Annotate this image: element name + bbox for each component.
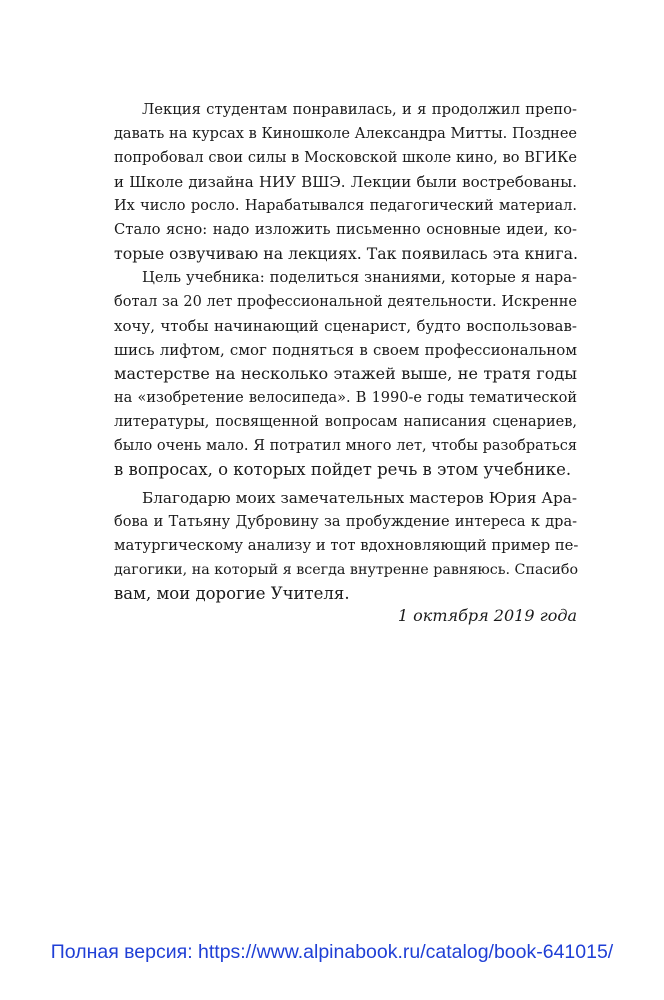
full-version-link-text[interactable]: Полная версия: https://www.alpinabook.ru/catalog/book-641015/	[50, 941, 614, 963]
text-line: мастерстве на несколько этажей выше, не тратя годы	[114, 364, 577, 383]
text-line: литературы, посвященной вопросам написания сценариев,	[114, 414, 577, 430]
text-line: ботал за 20 лет профессиональной деятельности. Искренне	[114, 294, 577, 310]
text-line: давать на курсах в Киношколе Александра Митты. Позднее	[114, 126, 577, 142]
date-signature: 1 октября 2019 года	[397, 606, 577, 625]
text-line: торые озвучиваю на лекциях. Так появилась эта книга.	[114, 244, 578, 263]
text-line: бова и Татьяну Дубровину за пробуждение интереса к дра-	[114, 514, 577, 530]
text-line: попробовал свои силы в Московской школе кино, во ВГИКе	[114, 150, 577, 166]
text-line: и Школе дизайна НИУ ВШЭ. Лекции были востребованы.	[114, 173, 577, 191]
text-line: на «изобретение велосипеда». В 1990-е годы тематической	[114, 390, 577, 406]
text-line: Цель учебника: поделиться знаниями, которые я нара-	[142, 269, 577, 286]
text-line: хочу, чтобы начинающий сценарист, будто воспользовав-	[114, 317, 577, 335]
text-line: Их число росло. Нарабатывался педагогический материал.	[114, 198, 577, 214]
full-version-link[interactable]	[0, 940, 664, 964]
text-line: было очень мало. Я потратил много лет, чтобы разобраться	[114, 438, 577, 454]
text-line: матургическому анализу и тот вдохновляющий пример пе-	[114, 537, 579, 554]
text-line: вам, мои дорогие Учителя.	[114, 584, 350, 603]
text-line: Благодарю моих замечательных мастеров Юрия Ара-	[142, 489, 577, 507]
text-line: дагогики, на который я всегда внутренне равняюсь. Спасибо	[114, 562, 579, 578]
text-line: шись лифтом, смог подняться в своем профессиональном	[114, 341, 577, 359]
text-line: Стало ясно: надо изложить письменно основные идеи, ко-	[114, 221, 577, 238]
text-line: Лекция студентам понравилась, и я продолжил препо-	[142, 101, 577, 118]
text-line: в вопросах, о которых пойдет речь в этом учебнике.	[114, 460, 572, 479]
